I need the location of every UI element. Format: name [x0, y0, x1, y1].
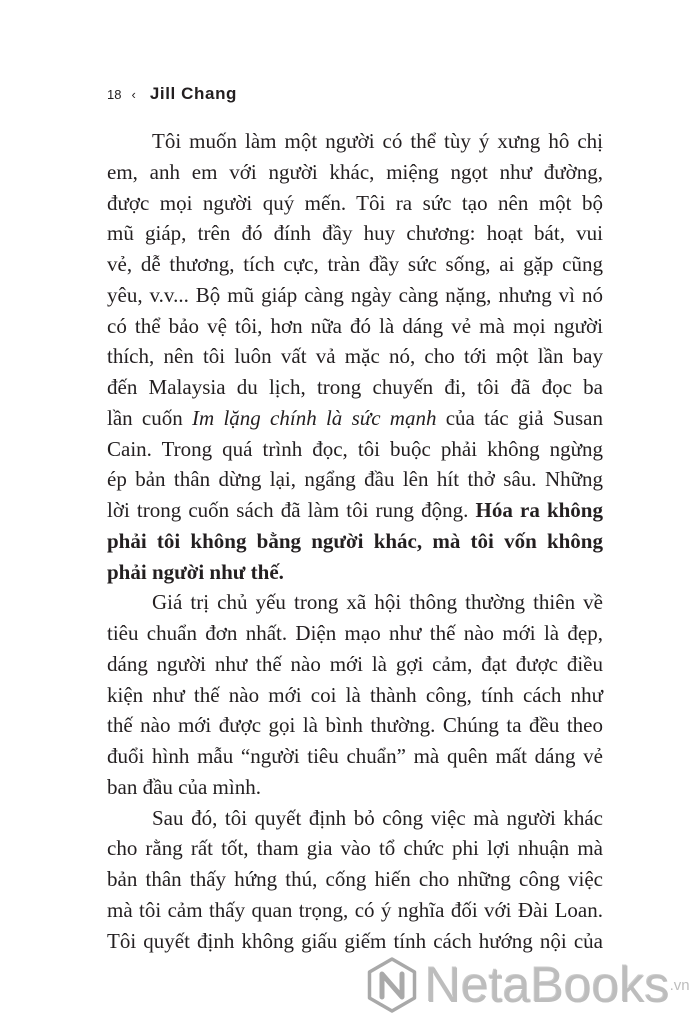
netabooks-logo-icon [363, 956, 421, 1014]
text-line [107, 403, 603, 434]
text-line: Tôi muốn làm một người có thể tùy ý xưng hô chị [152, 129, 603, 153]
text-line: Giá trị chủ yếu trong xã hội thông thường thiên về [152, 590, 603, 615]
paragraph [107, 587, 603, 802]
text-line [107, 495, 603, 526]
text-line: vẻ, dễ thương, tích cực, tràn đầy sức sống, ai gặp cũng [107, 252, 603, 276]
text-line: mũ giáp, trên đó đính đầy huy chương: hoạt bát, vui [107, 221, 603, 246]
text-line: em, anh em với người khác, miệng ngọt như đường, [107, 159, 603, 184]
text-line: được mọi người quý mến. Tôi ra sức tạo nên một bộ [107, 190, 603, 215]
text-segment: lần cuốn [107, 405, 193, 430]
paragraph [107, 803, 603, 957]
text-line: tiêu chuẩn đơn nhất. Diện mạo như thế nào mới là đẹp, [107, 621, 603, 645]
text-line: Tôi quyết định không giấu giếm tính cách hướng nội của [107, 928, 603, 953]
text-line: có thể bảo vệ tôi, hơn nữa đó là dáng vẻ mà mọi người [107, 313, 603, 338]
text-line: đến Malaysia du lịch, trong chuyến đi, tôi đã đọc ba [107, 375, 603, 399]
emphasis-bold-line: phải người như thế. [107, 559, 284, 584]
text-line: cho rằng rất tốt, tham gia vào tổ chức phi lợi nhuận mà [107, 836, 603, 861]
text-line: bản thân thấy hứng thú, cống hiến cho những công việc [107, 867, 603, 891]
text-line: kiện như thế nào mới coi là thành công, tính cách như [107, 682, 603, 707]
body-text [107, 126, 603, 956]
text-line: thích, nên tôi luôn vất vả mặc nó, cho tới một lần bay [107, 344, 603, 369]
text-line: ép bản thân dừng lại, ngẩng đầu lên hít thở sâu. Những [107, 467, 603, 492]
text-segment: lời trong cuốn sách đã làm tôi rung động. [107, 498, 476, 522]
text-line: mà tôi cảm thấy quan trọng, có ý nghĩa đối với Đài Loan. [107, 897, 603, 922]
emphasis-bold: Hóa ra không [475, 498, 603, 522]
text-line: Sau đó, tôi quyết định bỏ công việc mà người khác [152, 805, 603, 830]
text-line: đuổi hình mẫu “người tiêu chuẩn” mà quên mất dáng vẻ [107, 744, 603, 768]
watermark-brand: NetaBooks [425, 957, 670, 1013]
text-segment: của tác giả Susan [436, 405, 603, 430]
watermark [363, 955, 690, 1015]
text-line: ban đầu của mình. [107, 774, 261, 799]
watermark-domain: .vn [669, 976, 690, 994]
text-line: dáng người như thế nào mới là gợi cảm, đạt được điều [107, 651, 603, 676]
text-line: yêu, v.v... Bộ mũ giáp càng ngày càng nặng, nhưng vì nó [107, 282, 603, 307]
page-number: 18 [107, 87, 122, 102]
header-author: Jill Chang [149, 84, 238, 103]
text-line: Cain. Trong quá trình đọc, tôi buộc phải không ngừng [107, 436, 603, 461]
paragraph [107, 126, 603, 587]
header-separator: ‹ [131, 87, 136, 102]
book-title-italic: Im lặng chính là sức mạnh [192, 405, 437, 430]
emphasis-bold-line: phải tôi không bằng người khác, mà tôi vốn không [107, 528, 603, 553]
running-header [107, 84, 237, 104]
text-line: thế nào mới được gọi là bình thường. Chúng ta đều theo [107, 713, 603, 738]
